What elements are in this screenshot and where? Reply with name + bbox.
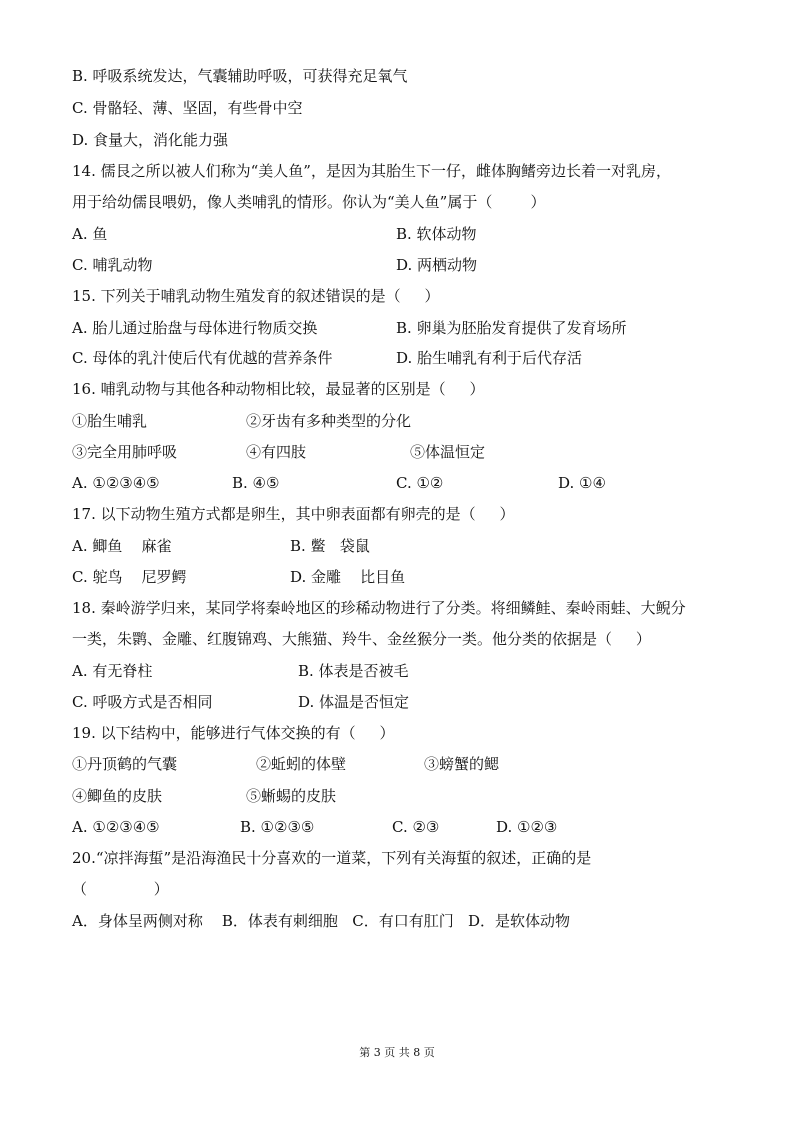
- q20-stem-line1: 20.“凉拌海蜇”是沿海渔民十分喜欢的一道菜，下列有关海蜇的叙述，正确的是: [72, 849, 592, 867]
- q18-option-b: B. 体表是否被毛: [298, 662, 409, 680]
- q13-option-c: C. 骨骼轻、薄、坚固，有些骨中空: [72, 99, 303, 117]
- q19-option-b: B. ①②③⑤: [240, 818, 315, 836]
- q18-stem-line1: 18. 秦岭游学归来，某同学将秦岭地区的珍稀动物进行了分类。将细鳞鲑、秦岭雨蛙、大鲵分: [72, 599, 686, 617]
- q19-item-2: ②蚯蚓的体壁: [256, 755, 347, 773]
- q19-item-1: ①丹顶鹤的气囊: [72, 755, 178, 773]
- q17-option-c: C. 鸵鸟 尼罗鳄: [72, 568, 187, 586]
- q16-stem: 16. 哺乳动物与其他各种动物相比较，最显著的区别是（ ）: [72, 380, 485, 398]
- q16-item-3: ③完全用肺呼吸: [72, 443, 178, 461]
- q14-option-d: D. 两栖动物: [396, 256, 478, 274]
- q19-item-5: ⑤蜥蜴的皮肤: [246, 787, 337, 805]
- q15-option-c: C. 母体的乳汁使后代有优越的营养条件: [72, 349, 333, 367]
- q15-option-b: B. 卵巢为胚胎发育提供了发育场所: [396, 319, 627, 337]
- q13-option-d: D. 食量大，消化能力强: [72, 131, 229, 149]
- q14-option-c: C. 哺乳动物: [72, 256, 153, 274]
- page-footer: 第 3 页 共 8 页: [359, 1046, 435, 1059]
- q16-item-1: ①胎生哺乳: [72, 412, 148, 430]
- q14-stem-line2: 用于给幼儒艮喂奶，像人类哺乳的情形。你认为“美人鱼”属于（ ）: [72, 193, 546, 211]
- q18-option-d: D. 体温是否恒定: [298, 693, 410, 711]
- q17-option-d: D. 金雕 比目鱼: [290, 568, 406, 586]
- q19-stem: 19. 以下结构中，能够进行气体交换的有（ ）: [72, 724, 395, 742]
- q14-stem-line1: 14. 儒艮之所以被人们称为“美人鱼”，是因为其胎生下一仔，雌体胸鳍旁边长着一对乳房，: [72, 162, 671, 180]
- q19-option-d: D. ①②③: [496, 818, 558, 836]
- q19-option-a: A. ①②③④⑤: [72, 818, 160, 836]
- q16-item-2: ②牙齿有多种类型的分化: [246, 412, 412, 430]
- q16-item-4: ④有四肢: [246, 443, 307, 461]
- q17-option-b: B. 鳖 袋鼠: [290, 537, 370, 555]
- q20-stem-line2: （ ）: [72, 880, 169, 898]
- q19-item-3: ③螃蟹的鳃: [424, 755, 500, 773]
- q16-item-5: ⑤体温恒定: [410, 443, 486, 461]
- q18-option-a: A. 有无脊柱: [72, 662, 153, 680]
- q17-stem: 17. 以下动物生殖方式都是卵生，其中卵表面都有卵壳的是（ ）: [72, 505, 515, 523]
- q17-option-a: A. 鲫鱼 麻雀: [72, 537, 172, 555]
- q20-options: A．身体呈两侧对称 B．体表有刺细胞 C．有口有肛门 D．是软体动物: [72, 912, 571, 930]
- q16-option-b: B. ④⑤: [232, 474, 280, 492]
- q14-option-b: B. 软体动物: [396, 225, 477, 243]
- q18-option-c: C. 呼吸方式是否相同: [72, 693, 213, 711]
- q16-option-a: A. ①②③④⑤: [72, 474, 160, 492]
- q16-option-d: D. ①④: [558, 474, 606, 492]
- q19-option-c: C. ②③: [392, 818, 440, 836]
- q19-item-4: ④鲫鱼的皮肤: [72, 787, 163, 805]
- q14-option-a: A. 鱼: [72, 225, 108, 243]
- q16-option-c: C. ①②: [396, 474, 444, 492]
- q15-option-d: D. 胎生哺乳有利于后代存活: [396, 349, 583, 367]
- q15-stem: 15. 下列关于哺乳动物生殖发育的叙述错误的是（ ）: [72, 287, 440, 305]
- q15-option-a: A. 胎儿通过胎盘与母体进行物质交换: [72, 319, 318, 337]
- q13-option-b: B. 呼吸系统发达，气囊辅助呼吸，可获得充足氧气: [72, 67, 408, 85]
- q18-stem-line2: 一类，朱鹮、金雕、红腹锦鸡、大熊猫、羚牛、金丝猴分一类。他分类的依据是（ ）: [72, 630, 651, 648]
